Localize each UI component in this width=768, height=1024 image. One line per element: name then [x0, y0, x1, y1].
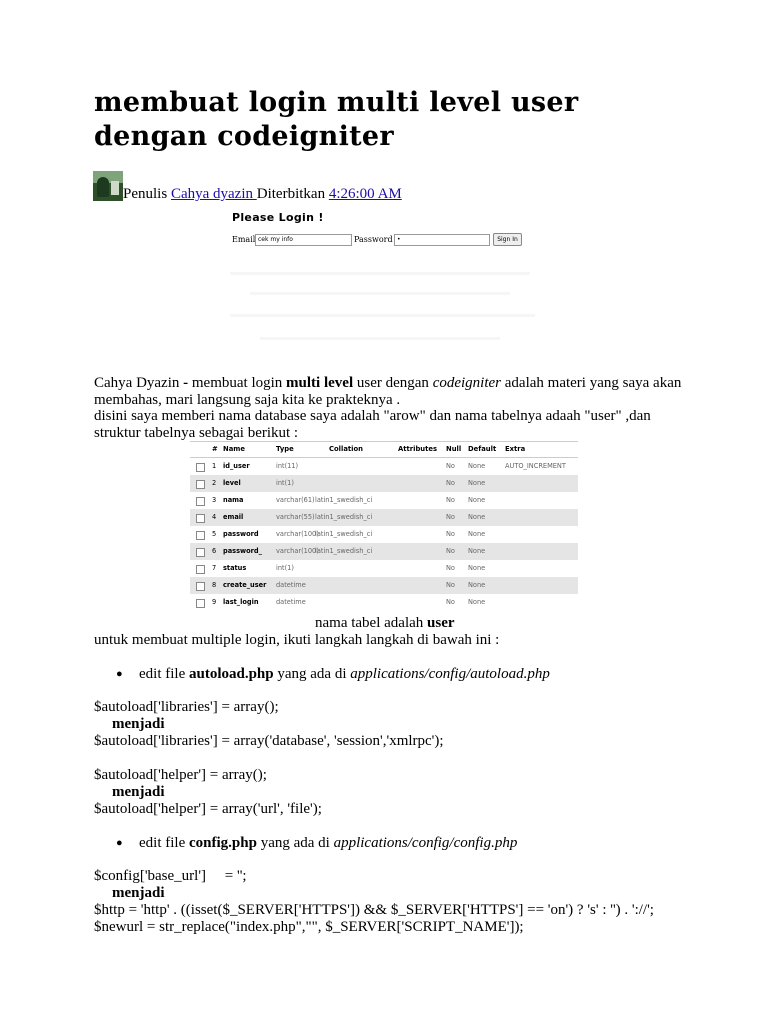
sign-in-button: Sign In — [493, 233, 522, 246]
table-caption: nama tabel adalah user — [315, 615, 455, 631]
database-paragraph: disini saya memberi nama database saya adalah "arow" dan nama tabelnya adaah "user" ,dan struktur tabelnya sebagai berikut : — [94, 408, 651, 441]
cell-null: No — [446, 581, 455, 589]
header-collation: Collation — [329, 445, 363, 453]
cell-default: None — [468, 496, 486, 504]
cell-default: None — [468, 513, 486, 521]
cell-name: create_user — [223, 581, 267, 589]
cell-default: None — [468, 462, 486, 470]
email-field: cek my info — [255, 234, 352, 246]
email-label: Email — [232, 235, 256, 244]
header-num: # — [212, 445, 218, 453]
row-checkbox — [196, 480, 205, 489]
cell-type: varchar(100) — [276, 547, 319, 555]
author-prefix: Penulis — [123, 186, 171, 202]
table-header — [190, 441, 578, 458]
table-row — [190, 492, 578, 509]
cell-type: datetime — [276, 581, 306, 589]
cell-collation: latin1_swedish_ci — [315, 530, 373, 538]
cell-null: No — [446, 564, 455, 572]
table-row — [190, 526, 578, 543]
published-prefix: Diterbitkan — [256, 186, 329, 202]
cell-type: datetime — [276, 598, 306, 606]
cell-null: No — [446, 479, 455, 487]
cell-collation: latin1_swedish_ci — [315, 496, 373, 504]
header-default: Default — [468, 445, 497, 453]
cell-name: nama — [223, 496, 244, 504]
row-checkbox — [196, 463, 205, 472]
password-label: Password — [354, 235, 393, 244]
cell-name: last_login — [223, 598, 259, 606]
bullet-icon: ● — [116, 837, 123, 849]
cell-name: level — [223, 479, 241, 487]
step-config: edit file config.php yang ada di applications/config/config.php — [139, 835, 518, 851]
cell-num: 7 — [212, 564, 217, 572]
row-checkbox — [196, 565, 205, 574]
cell-name: email — [223, 513, 244, 521]
code-autoload-helper: $autoload['helper'] = array(); — [94, 767, 267, 783]
article-title: membuat login multi level user dengan codeigniter — [94, 87, 579, 152]
row-checkbox — [196, 514, 205, 523]
cell-num: 3 — [212, 496, 217, 504]
menjadi-label: menjadi — [112, 784, 165, 800]
code-config-base-url: $config['base_url'] = ''; — [94, 868, 247, 884]
steps-intro: untuk membuat multiple login, ikuti langkah langkah di bawah ini : — [94, 632, 500, 648]
cell-name: status — [223, 564, 247, 572]
row-checkbox — [196, 531, 205, 540]
header-extra: Extra — [505, 445, 526, 453]
cell-num: 6 — [212, 547, 217, 555]
bullet-icon: ● — [116, 668, 123, 680]
cell-collation: latin1_swedish_ci — [315, 513, 373, 521]
code-autoload-libraries: $autoload['libraries'] = array(); — [94, 699, 279, 715]
table-row — [190, 560, 578, 577]
cell-default: None — [468, 564, 486, 572]
header-attributes: Attributes — [398, 445, 438, 453]
cell-default: None — [468, 581, 486, 589]
table-row — [190, 594, 578, 611]
cell-default: None — [468, 598, 486, 606]
cell-num: 9 — [212, 598, 217, 606]
post-meta — [123, 186, 402, 203]
db-structure-table — [190, 441, 578, 611]
cell-type: int(11) — [276, 462, 299, 470]
cell-name: password — [223, 530, 259, 538]
cell-null: No — [446, 598, 455, 606]
header-type: Type — [276, 445, 294, 453]
cell-num: 5 — [212, 530, 217, 538]
table-row — [190, 509, 578, 526]
code-config-http: $http = 'http' . ((isset($_SERVER['HTTPS']) && $_SERVER['HTTPS'] == 'on') ? 's' : '') . '://'; — [94, 902, 654, 918]
row-checkbox — [196, 599, 205, 608]
cell-collation: latin1_swedish_ci — [315, 547, 373, 555]
code-config-newurl: $newurl = str_replace("index.php","", $_SERVER['SCRIPT_NAME']); — [94, 919, 524, 935]
cell-null: No — [446, 530, 455, 538]
row-checkbox — [196, 497, 205, 506]
header-name: Name — [223, 445, 245, 453]
cell-num: 1 — [212, 462, 217, 470]
cell-default: None — [468, 547, 486, 555]
header-null: Null — [446, 445, 462, 453]
cell-num: 8 — [212, 581, 217, 589]
cell-name: password_ — [223, 547, 262, 555]
cell-null: No — [446, 496, 455, 504]
cell-type: int(1) — [276, 479, 294, 487]
cell-num: 2 — [212, 479, 217, 487]
cell-default: None — [468, 530, 486, 538]
password-field: • — [394, 234, 490, 246]
author-avatar[interactable] — [93, 171, 123, 201]
row-checkbox — [196, 582, 205, 591]
cell-null: No — [446, 547, 455, 555]
table-row — [190, 458, 578, 475]
table-row — [190, 475, 578, 492]
code-autoload-helper-new: $autoload['helper'] = array('url', 'file'); — [94, 801, 322, 817]
cell-null: No — [446, 462, 455, 470]
cell-name: id_user — [223, 462, 250, 470]
table-row — [190, 577, 578, 594]
menjadi-label: menjadi — [112, 885, 165, 901]
menjadi-label: menjadi — [112, 716, 165, 732]
row-checkbox — [196, 548, 205, 557]
code-autoload-libraries-new: $autoload['libraries'] = array('database', 'session','xmlrpc'); — [94, 733, 444, 749]
cell-default: None — [468, 479, 486, 487]
cell-num: 4 — [212, 513, 217, 521]
cell-null: No — [446, 513, 455, 521]
cell-extra: AUTO_INCREMENT — [505, 462, 566, 470]
faded-screenshot-area — [230, 262, 535, 352]
author-link[interactable]: Cahya dyazin — [170, 186, 257, 202]
cell-type: varchar(61) — [276, 496, 315, 504]
step-autoload: edit file autoload.php yang ada di applications/config/autoload.php — [139, 666, 550, 682]
table-row — [190, 543, 578, 560]
intro-paragraph: Cahya Dyazin - membuat login multi level user dengan codeigniter adalah materi yang saya akan membahas, mari langsung saja kita ke prakteknya . — [94, 375, 682, 408]
timestamp-link[interactable]: 4:26:00 AM — [328, 186, 402, 202]
cell-type: varchar(100) — [276, 530, 319, 538]
cell-type: int(1) — [276, 564, 294, 572]
cell-type: varchar(55) — [276, 513, 315, 521]
login-title: Please Login ! — [232, 211, 324, 224]
